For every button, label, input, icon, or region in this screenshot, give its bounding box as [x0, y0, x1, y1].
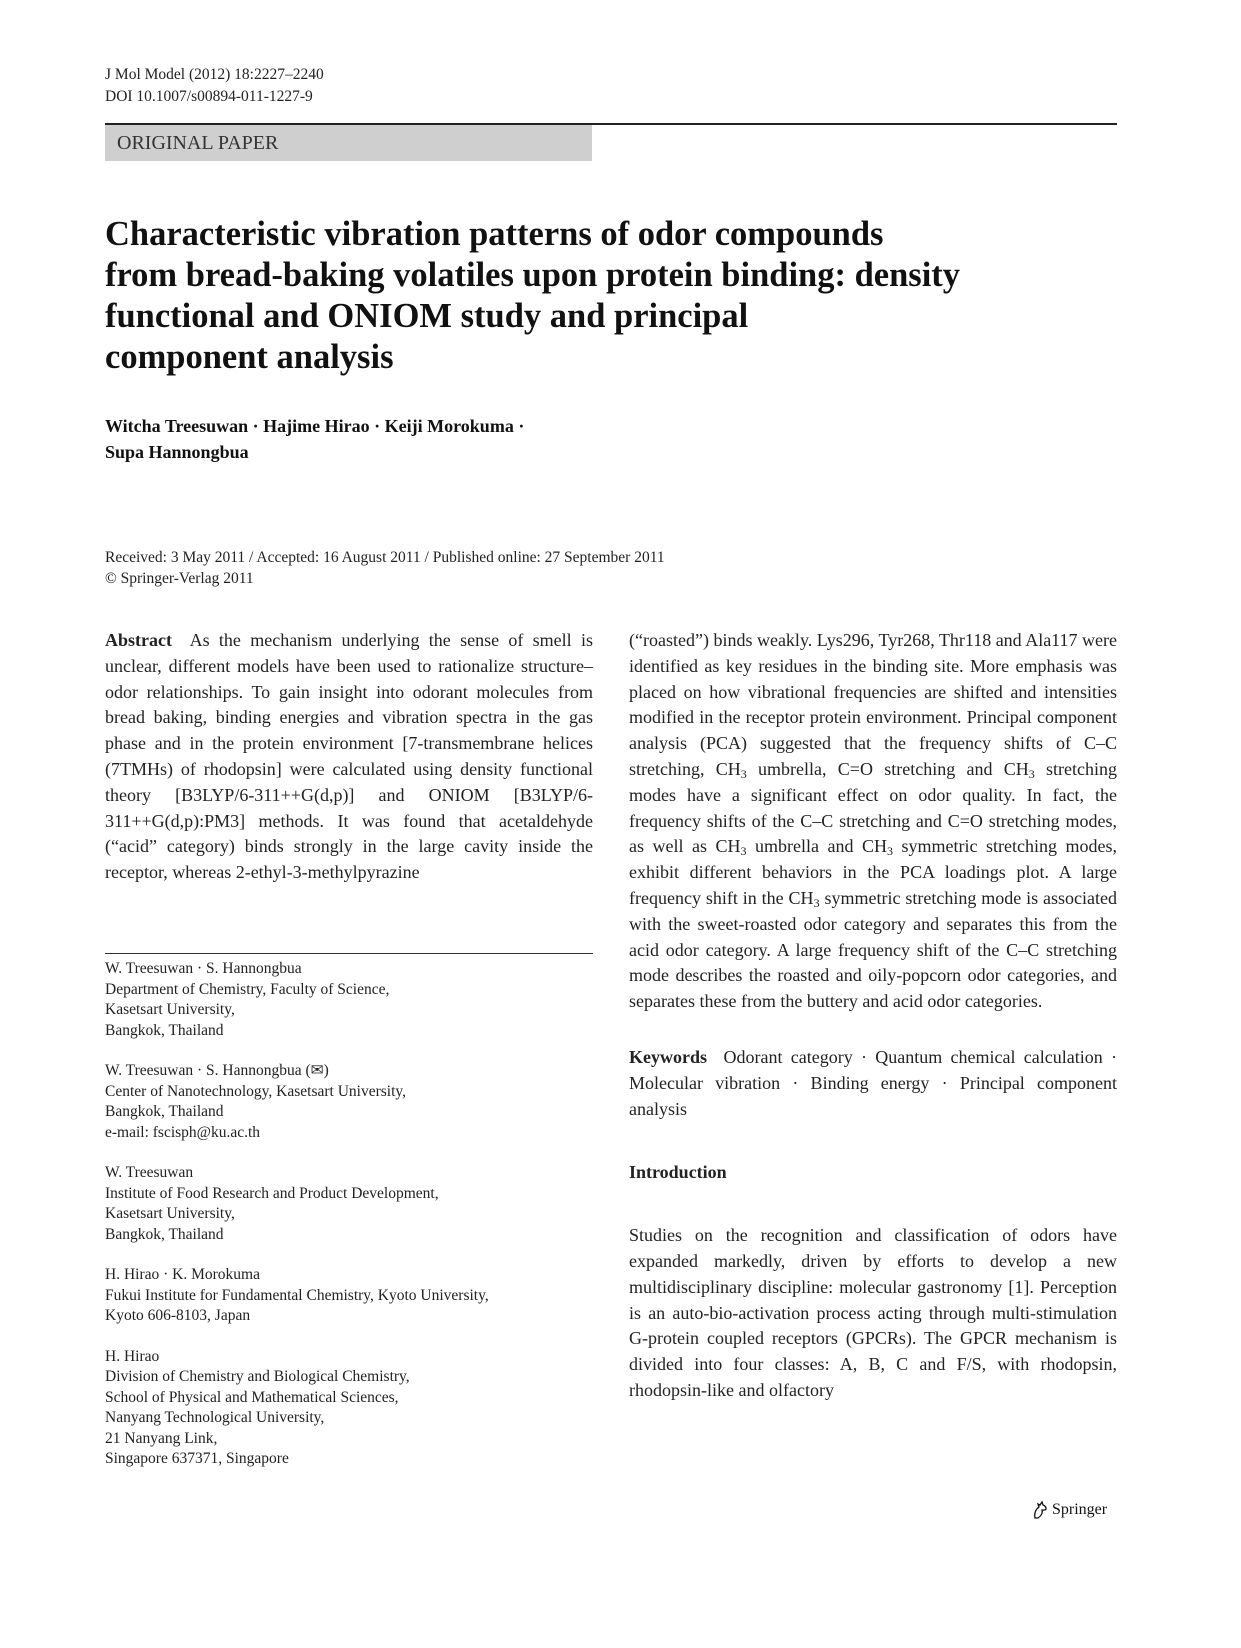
springer-horse-icon [1031, 1500, 1049, 1520]
author-line: Witcha Treesuwan · Hajime Hirao · Keiji Morokuma · [105, 416, 525, 436]
affiliation: W. Treesuwan · S. Hannongbua (✉) Center of Nanotechnology, Kasetsart University, Bangkok, Thailand e-mail: fscisph@ku.ac.th [105, 1062, 407, 1141]
abstract-text: umbrella, C=O stretching and CH [746, 758, 1029, 779]
introduction-text: Studies on the recognition and classification of odors have expanded markedly, driven by efforts to develop a new multidisciplinary discipline: molecular gastronomy [1]. Perception is an auto-bio-activation process acting through multi-stimulation G-protein coupled receptors (GPCRs). The GPCR mechanism is divided into four classes: A, B, C and F/S, with rhodopsin, rhodopsin-like and olfactory [629, 1225, 1117, 1400]
doi: DOI 10.1007/s00894-011-1227-9 [105, 88, 313, 105]
publisher-name: Springer [1052, 1501, 1108, 1518]
abstract-paragraph [105, 628, 593, 886]
subscript: 3 [740, 766, 747, 781]
abstract-text: symmetric stretching modes, exhibit different behaviors in the PCA loadings plot. A large frequency shift in the CH [629, 836, 1117, 908]
title-line: from bread-baking volatiles upon protein binding: density [105, 256, 961, 294]
copyright: © Springer-Verlag 2011 [105, 570, 254, 587]
title-line: functional and ONIOM study and principal [105, 297, 749, 335]
abstract-continuation [629, 628, 1117, 1015]
right-column [629, 628, 1117, 1404]
keywords-label: Keywords [629, 1046, 707, 1067]
title-line: Characteristic vibration patterns of odor compounds [105, 215, 884, 253]
publisher-mark [1031, 1500, 1107, 1520]
abstract-text: (“roasted”) binds weakly. Lys296, Tyr268, Thr118 and Ala117 were identified as key residues in the binding site. More emphasis was placed on how vibrational frequencies are shifted and intensities modified in the receptor protein environment. Principal component analysis (PCA) suggested that the frequency shifts of C–C stretching, CH [629, 630, 1117, 779]
abstract-text: symmetric stretching mode is associated with the sweet-roasted odor category and separates this from the acid odor category. A large frequency shift of the C–C stretching mode describes the roasted and oily-popcorn odor categories, and separates these from the buttery and acid odor categories. [629, 887, 1117, 1012]
subscript: 3 [813, 895, 820, 910]
affiliation: W. Treesuwan · S. Hannongbua Department of Chemistry, Faculty of Science, Kasetsart University, Bangkok, Thailand [105, 960, 390, 1039]
footnote-rule [105, 953, 593, 954]
subscript: 3 [1028, 766, 1035, 781]
abstract-text: stretching modes have a significant effect on odor quality. In fact, the frequency shifts of the C–C stretching and C=O stretching modes, as well as CH [629, 758, 1117, 857]
section-label: ORIGINAL PAPER [105, 125, 592, 161]
affiliations [105, 959, 593, 1490]
journal-header [105, 64, 324, 108]
affiliation: H. Hirao Division of Chemistry and Biological Chemistry, School of Physical and Mathematical Sciences, Nanyang Technological University, 21 Nanyang Link, Singapore 637371, Singapore [105, 1347, 410, 1467]
keywords-text: Odorant category · Quantum chemical calculation · Molecular vibration · Binding energy · Principal component analysis [629, 1046, 1117, 1119]
affiliation: H. Hirao · K. Morokuma Fukui Institute for Fundamental Chemistry, Kyoto University, Kyoto 606-8103, Japan [105, 1266, 489, 1324]
title-line: component analysis [105, 338, 394, 376]
abstract-label: Abstract [105, 630, 172, 650]
author-list [105, 413, 625, 465]
affiliation: W. Treesuwan Institute of Food Research and Product Development, Kasetsart University, Bangkok, Thailand [105, 1164, 439, 1243]
journal-citation: J Mol Model (2012) 18:2227–2240 [105, 66, 324, 83]
keywords-paragraph [629, 1045, 1117, 1122]
author-line: Supa Hannongbua [105, 442, 249, 462]
abstract-text: As the mechanism underlying the sense of smell is unclear, different models have been used to rationalize structure–odor relationships. To gain insight into odorant molecules from bread baking, binding energies and vibration spectra in the gas phase and in the protein environment [7-transmembrane helices (7TMHs) of rhodopsin] were calculated using density functional theory [B3LYP/6-311++G(d,p)] and ONIOM [B3LYP/6-311++G(d,p):PM3] methods. It was found that acetaldehyde (“acid” category) binds strongly in the large cavity inside the receptor, whereas 2-ethyl-3-methylpyrazine [105, 630, 593, 883]
subscript: 3 [740, 844, 747, 859]
section-heading: Introduction [629, 1162, 727, 1183]
abstract-text: umbrella and CH [746, 836, 888, 857]
date-history: Received: 3 May 2011 / Accepted: 16 August 2011 / Published online: 27 September 2011 [105, 549, 665, 566]
left-column [105, 628, 593, 886]
subscript: 3 [887, 844, 894, 859]
publication-dates [105, 547, 865, 589]
paper-title [105, 214, 1065, 378]
